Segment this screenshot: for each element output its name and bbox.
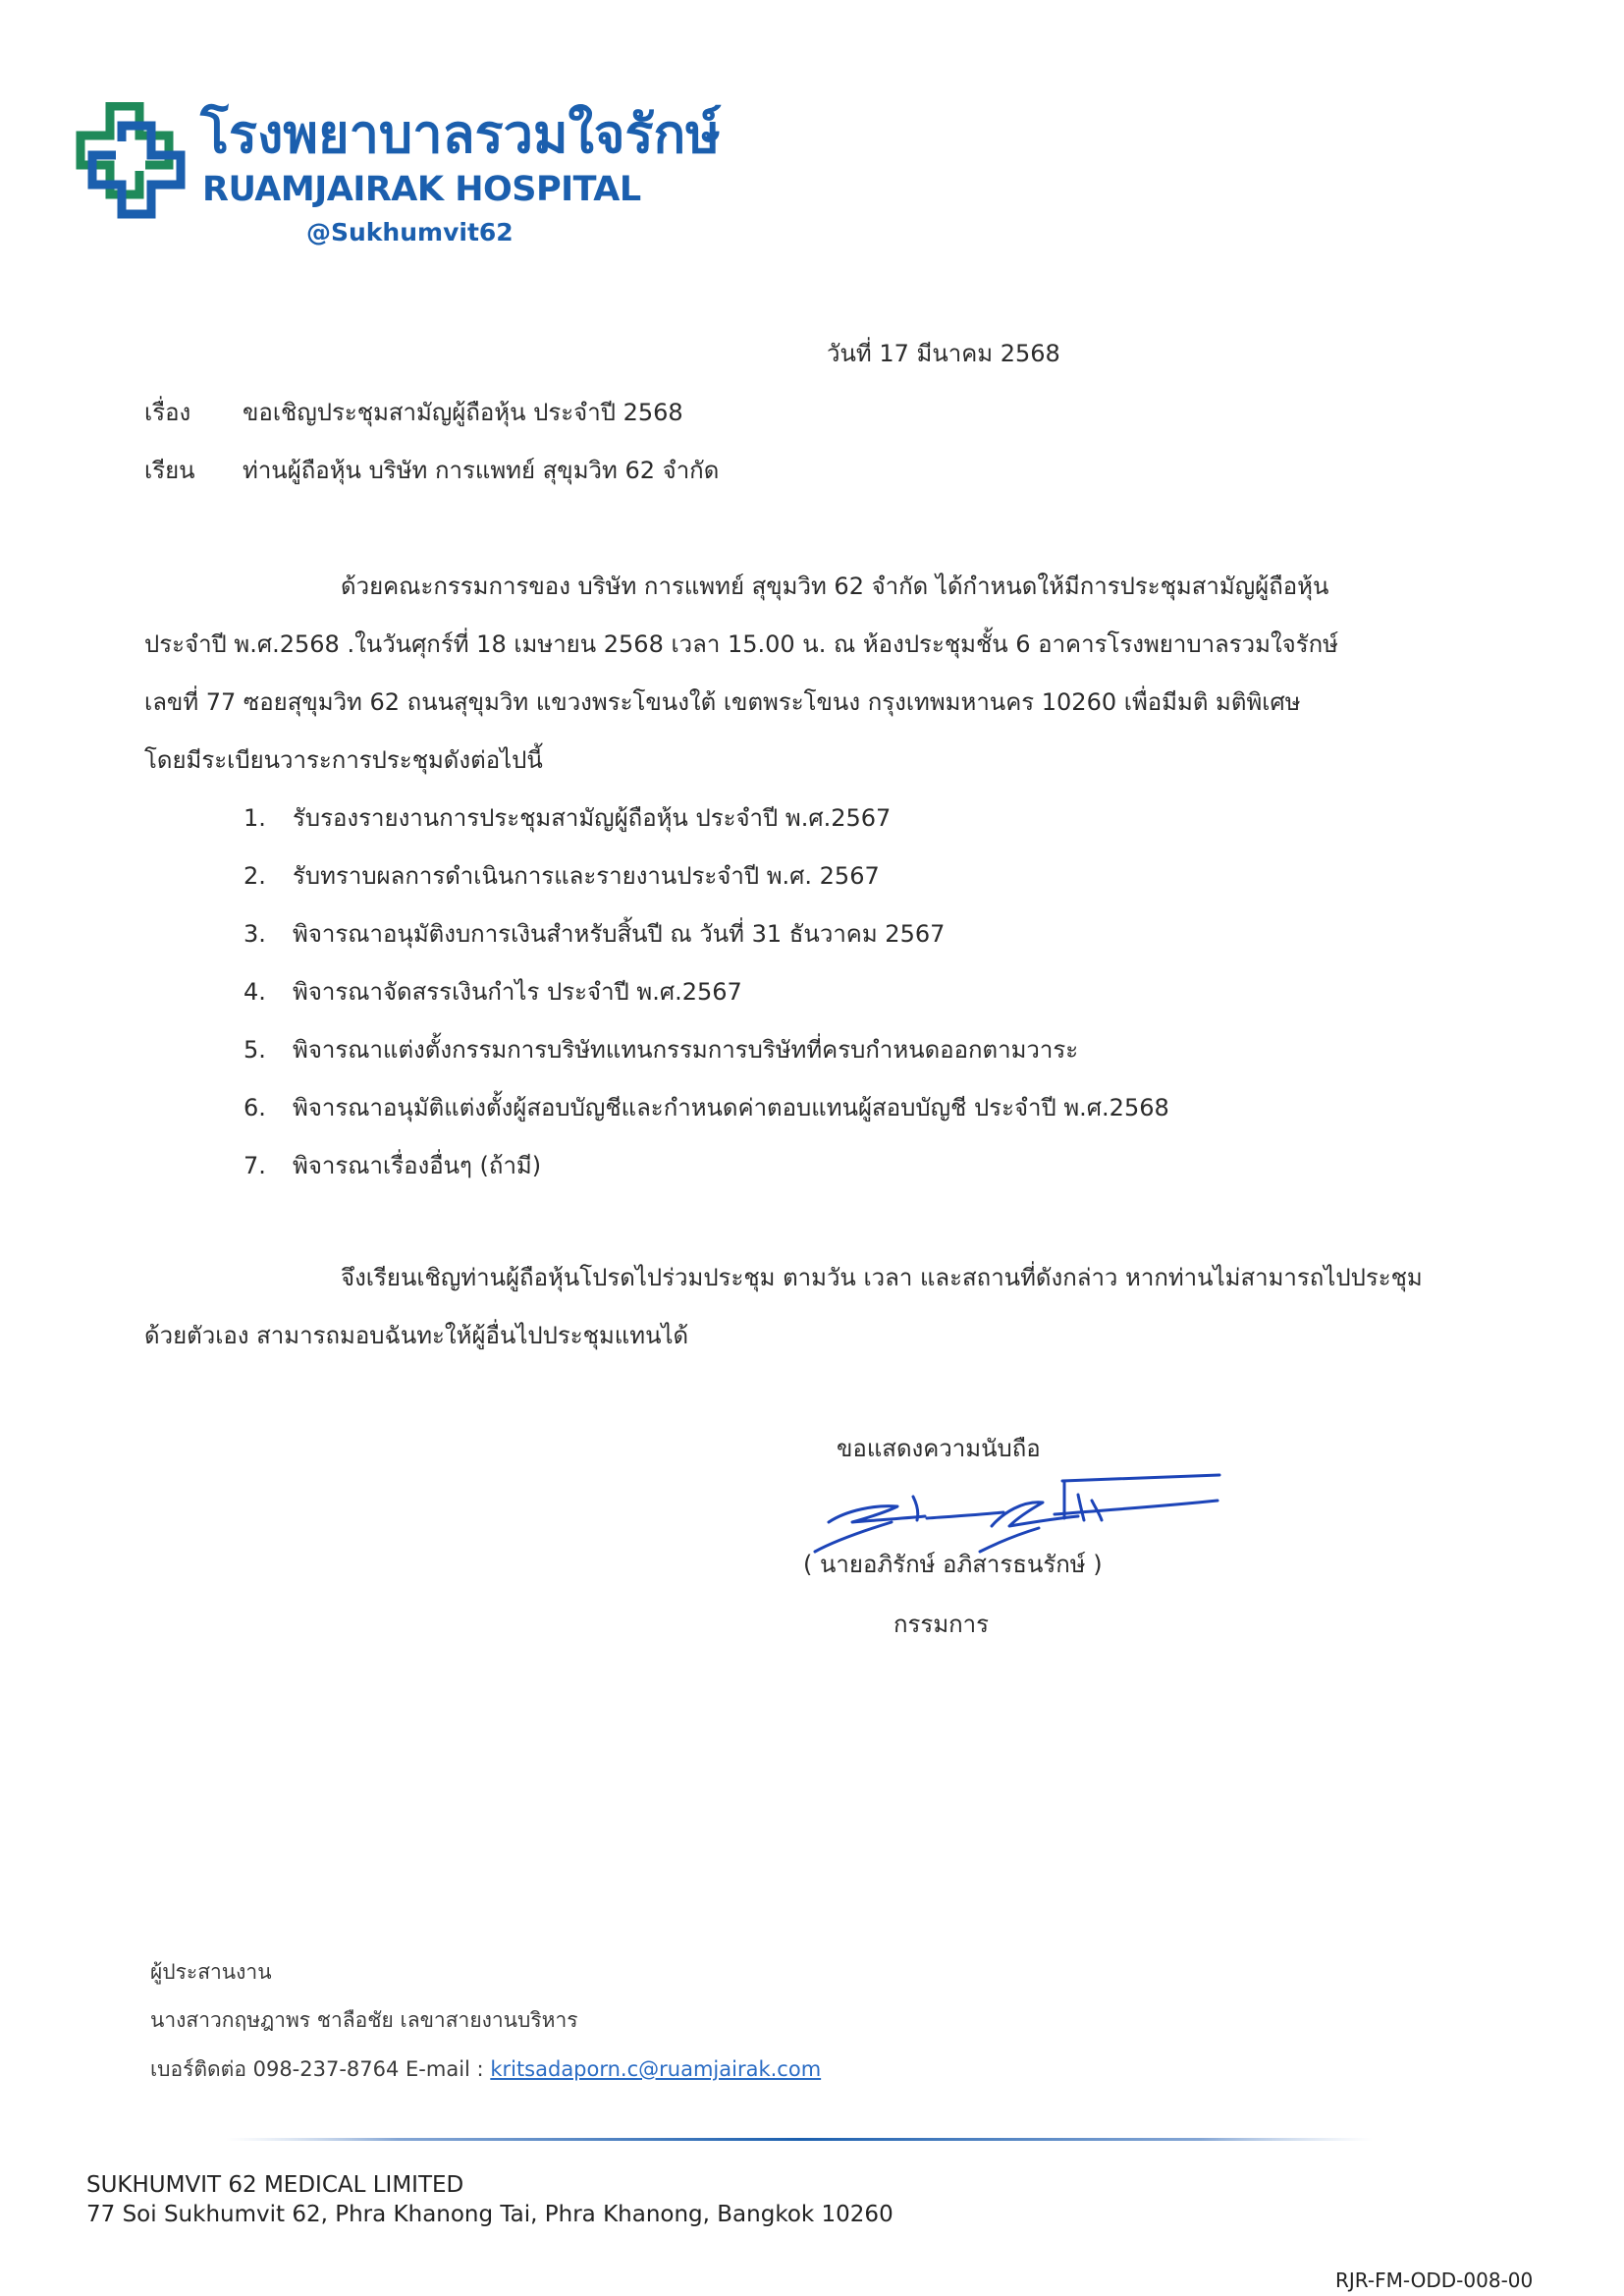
- recipient-label: เรียน: [144, 457, 195, 484]
- agenda-number: 5.: [244, 1036, 266, 1064]
- coordinator-email-link[interactable]: kritsadaporn.c@ruamjairak.com: [490, 2057, 822, 2081]
- paragraph-line: ด้วยตัวเอง สามารถมอบฉันทะให้ผู้อื่นไปประชุมแทนได้: [144, 1322, 689, 1349]
- hospital-branch: @Sukhumvit62: [306, 218, 514, 246]
- paragraph-line: จึงเรียนเชิญท่านผู้ถือหุ้นโปรดไปร่วมประชุม ตามวัน เวลา และสถานที่ดังกล่าว หากท่านไม่สามารถไปประชุม: [341, 1264, 1423, 1291]
- paragraph-line: ด้วยคณะกรรมการของ บริษัท การแพทย์ สุขุมวิท 62 จำกัด ได้กำหนดให้มีการประชุมสามัญผู้ถือหุ้น: [341, 573, 1329, 600]
- paragraph-line: โดยมีระเบียนวาระการประชุมดังต่อไปนี้: [144, 746, 543, 774]
- paragraph-line: เลขที่ 77 ซอยสุขุมวิท 62 ถนนสุขุมวิท แขวงพระโขนงใต้ เขตพระโขนง กรุงเทพมหานคร 10260 เพื่อมีมติ มติพิเศษ: [144, 688, 1301, 716]
- subject-label: เรื่อง: [144, 399, 191, 426]
- agenda-item: [244, 1079, 1169, 1137]
- agenda-number: 1.: [244, 804, 266, 832]
- agenda-item: [244, 963, 1169, 1021]
- letter-date: วันที่ 17 มีนาคม 2568: [827, 340, 1060, 367]
- body-paragraph-1: [144, 558, 1460, 790]
- signer-name: ( นายอภิรักษ์ อภิสารธนรักษ์ ): [803, 1551, 1103, 1578]
- agenda-number: 3.: [244, 920, 266, 948]
- handwritten-signature: [807, 1461, 1229, 1559]
- coordinator-name: นางสาวกฤษฎาพร ชาลือชัย เลขาสายงานบริหาร: [150, 2008, 578, 2032]
- agenda-number: 6.: [244, 1094, 266, 1121]
- document-code: RJR-FM-ODD-008-00: [1335, 2269, 1534, 2292]
- agenda-text: พิจารณาแต่งตั้งกรรมการบริษัทแทนกรรมการบริษัทที่ครบกำหนดออกตามวาระ: [293, 1036, 1079, 1064]
- footer-company-name: SUKHUMVIT 62 MEDICAL LIMITED: [86, 2172, 464, 2198]
- footer-divider: [226, 2137, 1373, 2143]
- recipient-text: ท่านผู้ถือหุ้น บริษัท การแพทย์ สุขุมวิท 62 จำกัด: [243, 457, 720, 484]
- coordinator-contact: [150, 2053, 821, 2086]
- paragraph-line: ประจำปี พ.ศ.2568 .ในวันศุกร์ที่ 18 เมษายน 2568 เวลา 15.00 น. ณ ห้องประชุมชั้น 6 อาคารโรงพยาบาลรวมใจรักษ์: [144, 630, 1338, 658]
- agenda-number: 2.: [244, 862, 266, 890]
- footer-address: 77 Soi Sukhumvit 62, Phra Khanong Tai, Phra Khanong, Bangkok 10260: [86, 2202, 893, 2227]
- signer-title: กรรมการ: [893, 1611, 990, 1638]
- coordinator-label: ผู้ประสานงาน: [150, 1960, 272, 1984]
- agenda-item: [244, 1021, 1169, 1079]
- hospital-cross-icon: [71, 102, 190, 222]
- agenda-item: [244, 790, 1169, 847]
- agenda-number: 4.: [244, 978, 266, 1006]
- agenda-item: [244, 1137, 1169, 1195]
- agenda-text: รับทราบผลการดำเนินการและรายงานประจำปี พ.ศ. 2567: [293, 862, 880, 890]
- agenda-text: พิจารณาเรื่องอื่นๆ (ถ้ามี): [293, 1152, 542, 1179]
- agenda-text: พิจารณาอนุมัติงบการเงินสำหรับสิ้นปี ณ วันที่ 31 ธันวาคม 2567: [293, 920, 946, 948]
- hospital-name-thai: โรงพยาบาลรวมใจรักษ์: [200, 105, 721, 164]
- body-paragraph-2: [144, 1249, 1460, 1365]
- agenda-text: พิจารณาอนุมัติแต่งตั้งผู้สอบบัญชีและกำหนดค่าตอบแทนผู้สอบบัญชี ประจำปี พ.ศ.2568: [293, 1094, 1169, 1121]
- agenda-text: รับรองรายงานการประชุมสามัญผู้ถือหุ้น ประจำปี พ.ศ.2567: [293, 804, 892, 832]
- agenda-text: พิจารณาจัดสรรเงินกำไร ประจำปี พ.ศ.2567: [293, 978, 742, 1006]
- closing-salutation: ขอแสดงความนับถือ: [837, 1435, 1041, 1462]
- agenda-list: [244, 790, 1169, 1195]
- subject-text: ขอเชิญประชุมสามัญผู้ถือหุ้น ประจำปี 2568: [243, 399, 683, 426]
- agenda-number: 7.: [244, 1152, 266, 1179]
- agenda-item: [244, 847, 1169, 905]
- agenda-item: [244, 905, 1169, 963]
- coordinator-phone: เบอร์ติดต่อ 098-237-8764 E-mail :: [150, 2057, 491, 2081]
- hospital-name-english: RUAMJAIRAK HOSPITAL: [202, 170, 641, 209]
